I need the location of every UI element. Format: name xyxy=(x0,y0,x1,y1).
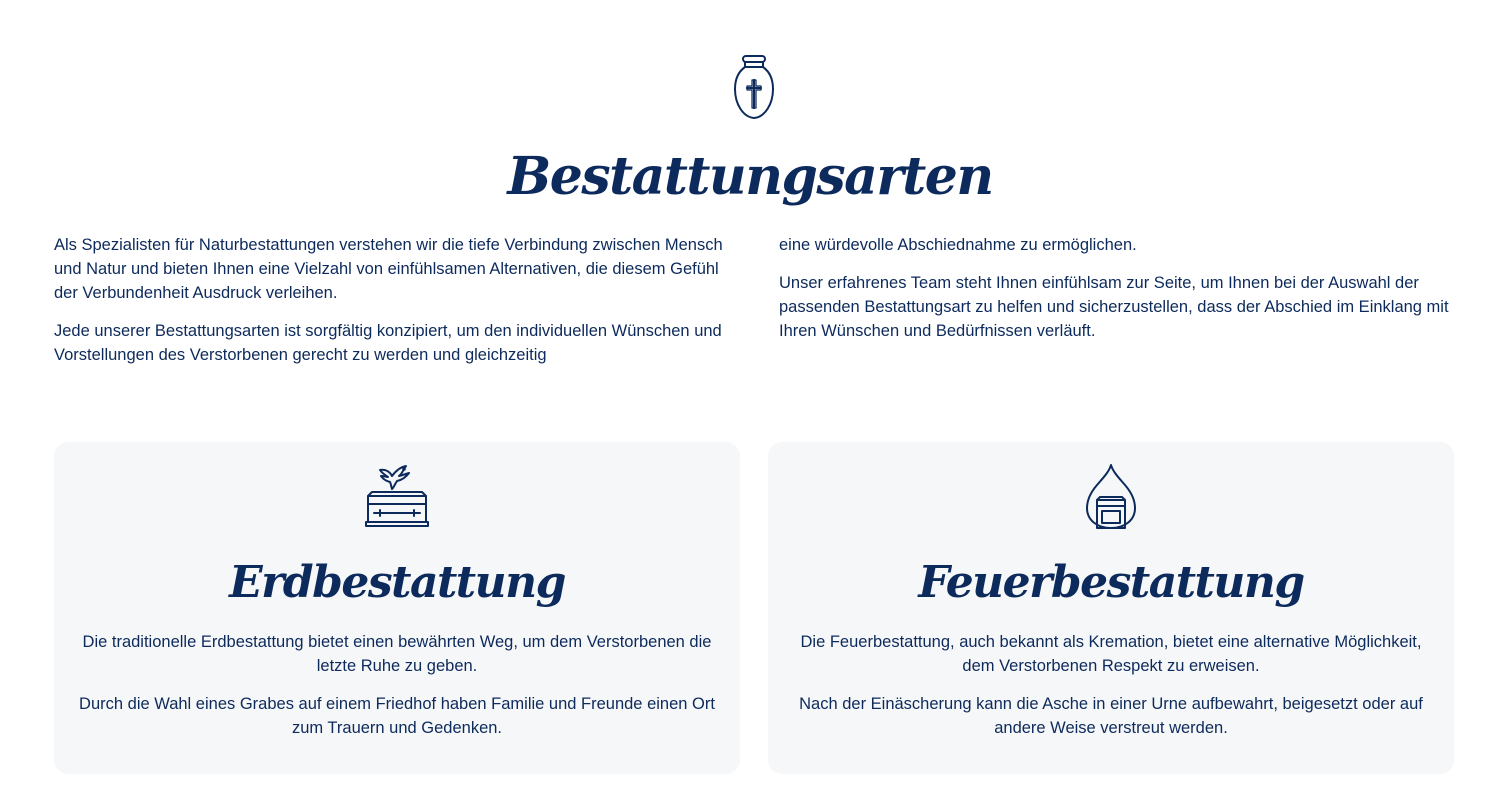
intro-paragraph: eine würdevolle Abschiednahme zu ermöglichen. xyxy=(779,236,1137,254)
intro-left-column xyxy=(54,233,734,381)
card-text xyxy=(792,630,1430,754)
intro-paragraph: Als Spezialisten für Naturbestattungen verstehen wir die tiefe Verbindung zwischen Mensch und Natur und bieten Ihnen eine Vielzahl von einfühlsamen Alternativen, die diesem Gefühl der Verbundenheit Ausdruck verleihen. xyxy=(54,236,723,302)
card-paragraph: Durch die Wahl eines Grabes auf einem Friedhof haben Familie und Freunde einen Ort zum Trauern und Gedenken. xyxy=(79,695,715,737)
card-feuerbestattung xyxy=(768,442,1454,774)
card-paragraph: Die Feuerbestattung, auch bekannt als Kremation, bietet eine alternative Möglichkeit, dem Verstorbenen Respekt zu erweisen. xyxy=(800,633,1422,675)
coffin-dove-icon xyxy=(54,462,740,532)
intro-right-column xyxy=(779,233,1449,357)
page-title: Bestattungsarten xyxy=(507,146,993,207)
intro-paragraph: Jede unserer Bestattungsarten ist sorgfältig konzipiert, um den individuellen Wünschen und Vorstellungen des Verstorbenen gerecht zu werden und gleichzeitig xyxy=(54,322,722,364)
intro-paragraph: Unser erfahrenes Team steht Ihnen einfühlsam zur Seite, um Ihnen bei der Auswahl der passenden Bestattungsart zu helfen und sicherzustellen, dass der Abschied im Einklang mit Ihren Wünschen und Bedürfnissen verläuft. xyxy=(779,274,1449,340)
card-erdbestattung xyxy=(54,442,740,774)
card-paragraph: Die traditionelle Erdbestattung bietet einen bewährten Weg, um dem Verstorbenen die letzte Ruhe zu geben. xyxy=(82,633,712,675)
card-paragraph: Nach der Einäscherung kann die Asche in einer Urne aufbewahrt, beigesetzt oder auf andere Weise verstreut werden. xyxy=(799,695,1423,737)
urn-cross-icon xyxy=(728,54,780,122)
card-title: Feuerbestattung xyxy=(918,557,1304,608)
card-title: Erdbestattung xyxy=(229,557,565,608)
flame-coffin-icon xyxy=(768,462,1454,532)
card-text xyxy=(78,630,716,754)
